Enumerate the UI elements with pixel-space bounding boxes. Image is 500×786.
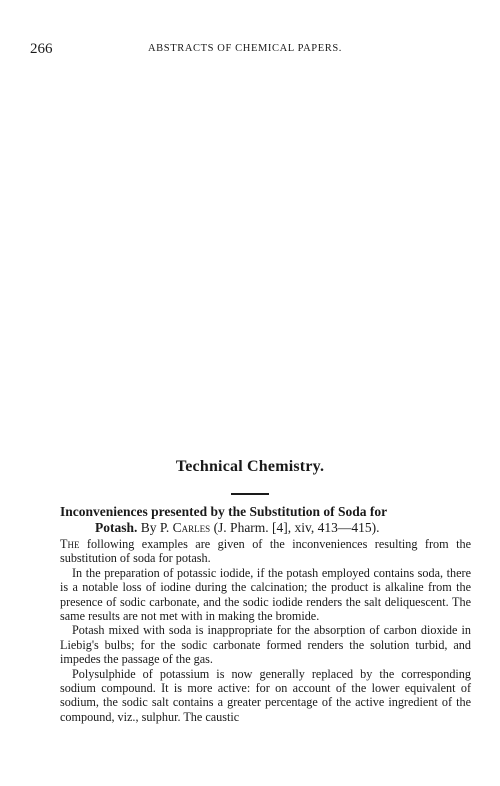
section-title: Technical Chemistry. bbox=[175, 458, 325, 475]
section-divider bbox=[231, 493, 269, 495]
running-head: ABSTRACTS OF CHEMICAL PAPERS. bbox=[148, 43, 343, 54]
paragraph bbox=[60, 537, 471, 566]
paragraph bbox=[60, 566, 471, 624]
article-title-line1: Inconveniences presented by the Substitution of Soda for bbox=[60, 504, 388, 519]
article-title-line2 bbox=[60, 520, 470, 536]
byline-prefix: By P. bbox=[140, 520, 173, 535]
paragraph-text: Polysulphide of potassium is now generally replaced by the corresponding sodium compound. It is more active: for on account of the lower equivalent of sodium, the sodic salt contains a greater percentage of the active ingredient of the compound, viz., sulphur. The caustic bbox=[60, 666, 471, 724]
paragraph-lead: The bbox=[60, 537, 80, 551]
paragraph bbox=[60, 667, 471, 725]
paragraph-text: following examples are given of the inconveniences resulting from the substitution of soda for potash. bbox=[60, 537, 471, 566]
article-title-end: Potash. bbox=[95, 520, 138, 535]
paragraph bbox=[60, 623, 471, 666]
article-title bbox=[60, 504, 470, 536]
article-body bbox=[60, 537, 471, 724]
paragraph-text: In the preparation of potassic iodide, if the potash employed contains soda, there is a notable loss of iodine during the calcination; the product is alkaline from the presence of sodic carbonate, and the sodic iodide renders the salt deliquescent. The same results are not met with in making the bromide. bbox=[60, 565, 471, 624]
page-number: 266 bbox=[30, 41, 53, 57]
paragraph-text: Potash mixed with soda is inappropriate for the absorption of carbon dioxide in Liebig's bulbs; for the sodic carbonate formed renders the solution turbid, and impedes the passage of the gas. bbox=[60, 623, 471, 667]
author-name: Carles bbox=[172, 520, 211, 535]
citation: (J. Pharm. [4], xiv, 413—415). bbox=[210, 520, 380, 535]
